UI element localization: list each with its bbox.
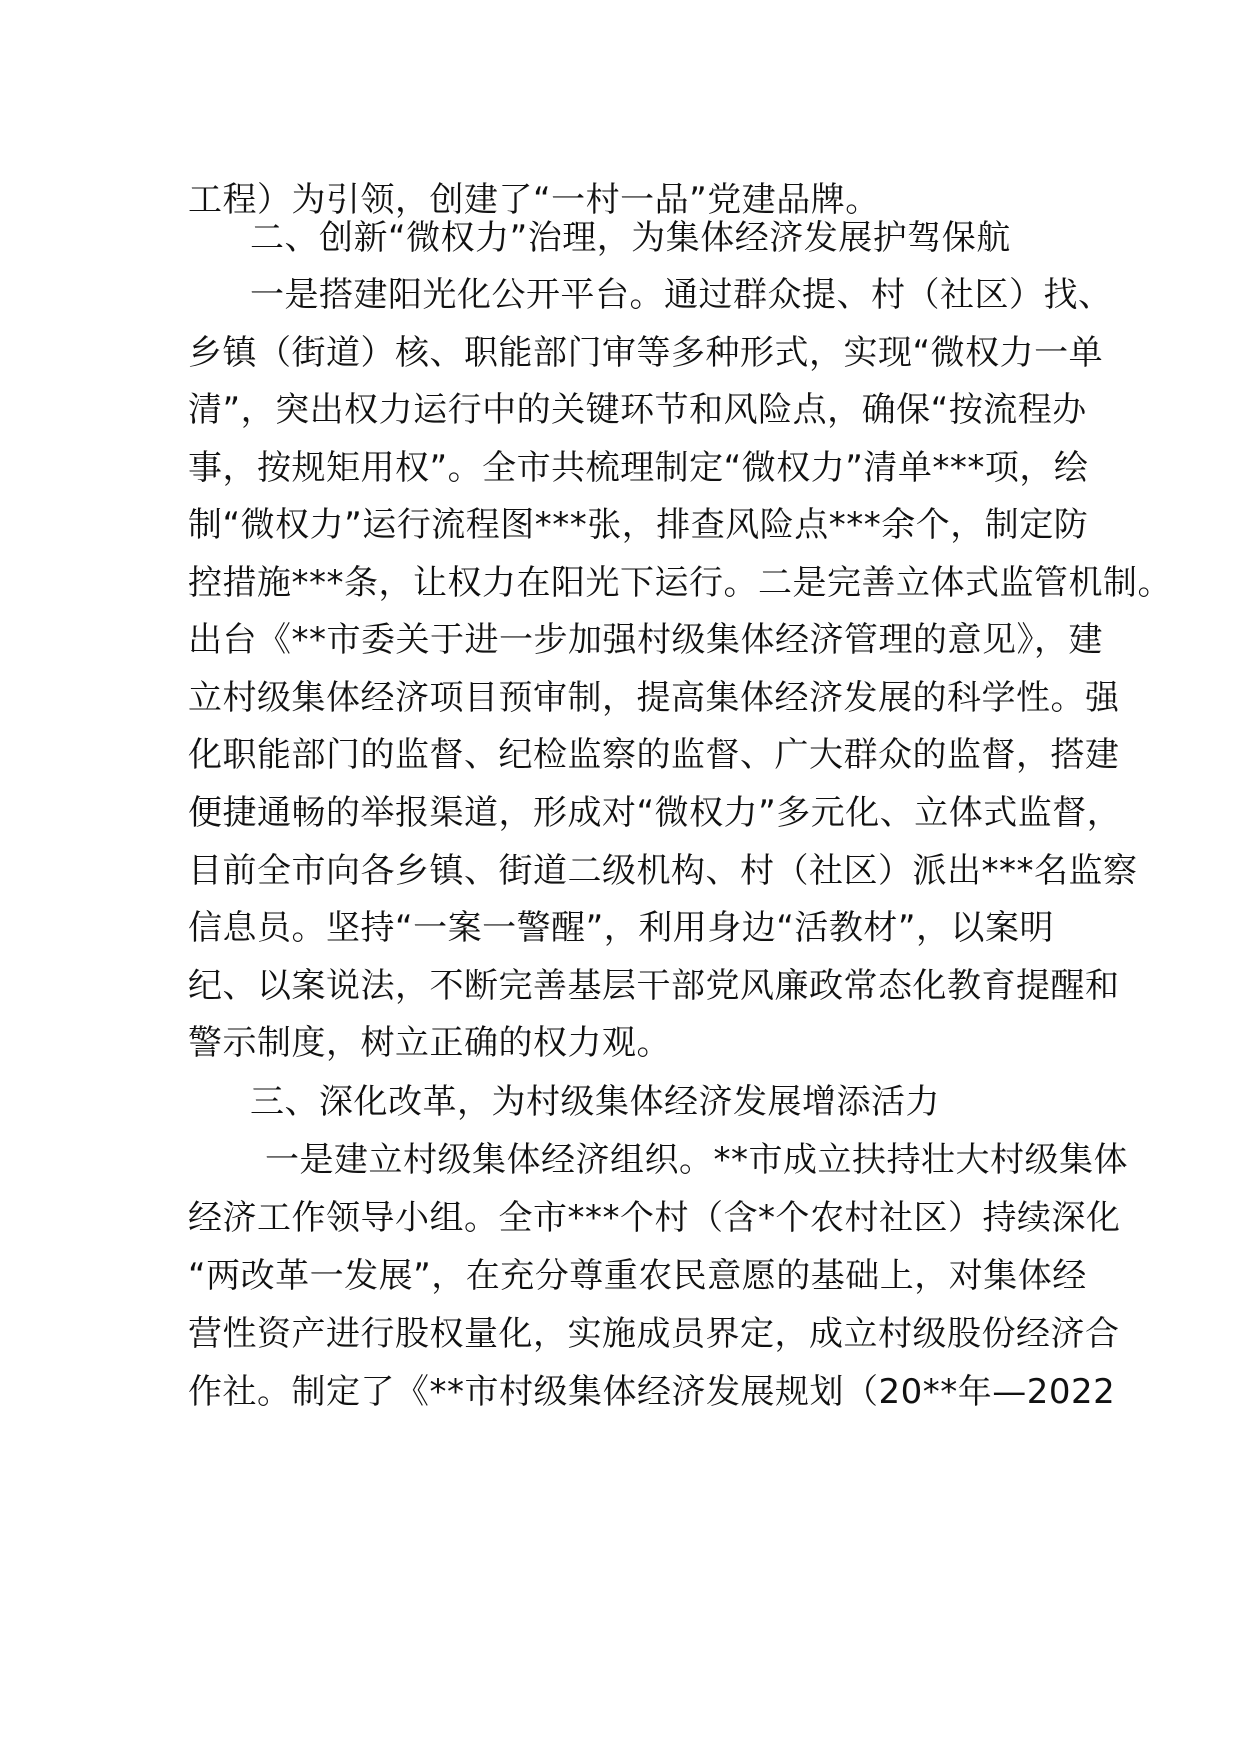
paragraph-line: 一是搭建阳光化公开平台。通过群众提、村（社区）找、 (250, 275, 1113, 315)
paragraph-line: 纪、以案说法，不断完善基层干部党风廉政常态化教育提醒和 (188, 966, 1120, 1006)
paragraph-line: 工程）为引领，创建了“一村一品”党建品牌。 (188, 180, 880, 220)
paragraph-line: 立村级集体经济项目预审制，提高集体经济发展的科学性。强 (188, 678, 1120, 718)
paragraph-line: 警示制度，树立正确的权力观。 (188, 1023, 671, 1063)
section-heading-3: 三、深化改革，为村级集体经济发展增添活力 (250, 1082, 940, 1122)
paragraph-line: 经济工作领导小组。全市***个村（含*个农村社区）持续深化 (188, 1198, 1121, 1238)
paragraph-line: 事，按规矩用权”。全市共梳理制定“微权力”清单***项，绘 (188, 448, 1089, 488)
section-heading-2: 二、创新“微权力”治理，为集体经济发展护驾保航 (250, 218, 1011, 258)
paragraph-line: 清”，突出权力运行中的关键环节和风险点，确保“按流程办 (188, 390, 1087, 430)
paragraph-line: 营性资产进行股权量化，实施成员界定，成立村级股份经济合 (188, 1314, 1120, 1354)
paragraph-line: 乡镇（街道）核、职能部门审等多种形式，实现“微权力一单 (188, 333, 1104, 373)
paragraph-line: 作社。制定了《**市村级集体经济发展规划（20**年—2022 (188, 1372, 1116, 1412)
paragraph-line: 出台《**市委关于进一步加强村级集体经济管理的意见》，建 (188, 620, 1103, 660)
paragraph-line: 目前全市向各乡镇、街道二级机构、村（社区）派出***名监察 (188, 851, 1138, 891)
paragraph-line: “两改革一发展”，在充分尊重农民意愿的基础上，对集体经 (188, 1256, 1087, 1296)
paragraph-line: 控措施***条，让权力在阳光下运行。二是完善立体式监管机制。 (188, 563, 1172, 603)
paragraph-line: 制“微权力”运行流程图***张，排查风险点***余个，制定防 (188, 505, 1089, 545)
paragraph-line: 化职能部门的监督、纪检监察的监督、广大群众的监督，搭建 (188, 735, 1120, 775)
paragraph-line: 信息员。坚持“一案一警醒”，利用身边“活教材”，以案明 (188, 908, 1054, 948)
paragraph-line: 一是建立村级集体经济组织。**市成立扶持壮大村级集体 (265, 1140, 1128, 1180)
paragraph-line: 便捷通畅的举报渠道，形成对“微权力”多元化、立体式监督， (188, 793, 1122, 833)
